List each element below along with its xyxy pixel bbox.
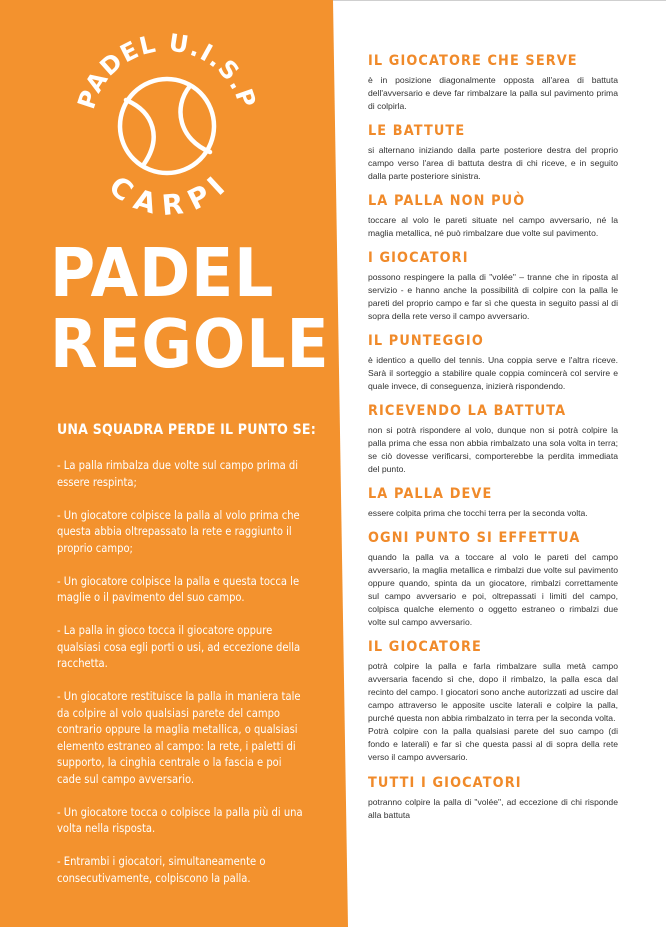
title-padel: PADEL <box>50 234 275 312</box>
section-ogni-punto <box>368 529 618 629</box>
section-giocatori <box>368 249 618 323</box>
list-item: - Un giocatore tocca o colpisce la palla più di una volta nella risposta. <box>57 805 303 835</box>
section-heading: OGNI PUNTO SI EFFETTUA <box>368 530 581 546</box>
list-item: - Un giocatore colpisce la palla e questa tocca le maglie o il pavimento del suo campo. <box>57 574 300 604</box>
section-text: potranno colpire la palla di "volée", ad eccezione di chi risponde alla battuta <box>368 797 618 820</box>
section-heading: I GIOCATORI <box>368 250 469 266</box>
section-palla-deve <box>368 485 618 520</box>
section-punteggio <box>368 332 618 393</box>
section-text: essere colpita prima che tocchi terra per la seconda volta. <box>368 508 588 518</box>
section-text: non si potrà rispondere al volo, dunque non si potrà colpire la palla prima che essa non abbia rimbalzato una sola volta in terra; se ciò dovesse verificarsi, comporterebbe la perdita immediata del punto. <box>368 425 618 474</box>
section-heading: IL GIOCATORE CHE SERVE <box>368 53 578 69</box>
section-heading: LA PALLA NON PUÒ <box>368 193 526 209</box>
section-text: è in posizione diagonalmente opposta all'area di battuta dell'avversario e deve far rimbalzare la palla sul pavimento prima di colpirla. <box>368 75 618 111</box>
section-giocatore-che-serve <box>368 52 618 113</box>
svg-text:CARPI <box>103 169 233 218</box>
section-heading: LE BATTUTE <box>368 123 466 139</box>
logo-top-text: PADEL U.I.S.P <box>72 28 262 113</box>
section-text: è identico a quello del tennis. Una coppia serve e l'altra riceve. Sarà il sorteggio a stabilire quale coppia comincerà col servire e quale invece, di conseguenza, inizierà rispondendo. <box>368 355 618 391</box>
section-heading: IL PUNTEGGIO <box>368 333 484 349</box>
section-heading: TUTTI I GIOCATORI <box>368 775 522 791</box>
tennis-ball-icon <box>72 28 262 218</box>
section-heading: RICEVENDO LA BATTUTA <box>368 403 567 419</box>
logo-bottom-text: CARPI <box>102 169 233 218</box>
section-battute <box>368 122 618 183</box>
svg-text:PADEL U.I.S.P <box>72 29 262 113</box>
section-text: possono respingere la palla di "volée" – tranne che in riposta al servizio - e hanno anche la possibilità di colpire con la palla le pareti del proprio campo e far sì che questa in seguito passi al di sopra della rete verso il campo avversario. <box>368 272 618 321</box>
section-text: toccare al volo le pareti situate nel campo avversario, né la maglia metallica, né può rimbalzare due volte sul pavimento. <box>368 215 618 238</box>
logo <box>72 28 262 218</box>
section-tutti-giocatori <box>368 774 618 822</box>
lose-point-list <box>57 458 307 904</box>
left-heading: UNA SQUADRA PERDE IL PUNTO SE: <box>57 422 316 438</box>
section-il-giocatore <box>368 638 618 764</box>
section-ricevendo-battuta <box>368 402 618 476</box>
section-text-2: Potrà colpire con la palla qualsiasi parete del suo campo (di fondo e laterali) e far sì che questa passi al di sopra della rete verso il campo avversario. <box>368 726 618 762</box>
section-heading: LA PALLA DEVE <box>368 486 493 502</box>
list-item: - La palla in gioco tocca il giocatore oppure qualsiasi cosa egli porti o usi, ad eccezione della racchetta. <box>57 624 301 670</box>
section-text: quando la palla va a toccare al volo le pareti del campo avversario, la maglia metallica e rimbalzi due volte sul pavimento oppure quando, spinta da un giocatore, rimbalzi correttamente sul campo avversario e poi, oltrepassati i limiti del campo, colpisca qualche elemento o oggetto estraneo o rimbalzi due volte sul campo avversario. <box>368 552 618 627</box>
section-text: si alternano iniziando dalla parte posteriore destra del proprio campo verso l'area di battuta destra di chi riceve, e in seguito dalla parte posteriore sinistra. <box>368 145 618 181</box>
rules-column <box>368 52 618 831</box>
list-item: - Entrambi i giocatori, simultaneamente o consecutivamente, colpiscono la palla. <box>57 855 266 885</box>
list-item: - Un giocatore colpisce la palla al volo prima che questa abbia oltrepassato la rete e raggiunto il proprio campo; <box>57 508 300 555</box>
title-regole: REGOLE <box>50 305 330 383</box>
list-item: - La palla rimbalza due volte sul campo prima di essere respinta; <box>57 459 298 489</box>
list-item: - Un giocatore restituisce la palla in maniera tale da colpire al volo qualsiasi parete del campo contrario oppure la maglia metallica, o qualsiasi elemento estraneo al campo: la rete, i paletti di supporto, la cinghia centrale o la fascia e poi cade sul campo avversario. <box>57 690 301 786</box>
section-text: potrà colpire la palla e farla rimbalzare sulla metà campo avversaria facendo sì che, dopo il rimbalzo, la palla esca dal recinto del campo. I giocatori sono anche autorizzati ad uscire dal campo attraverso le apposite uscite laterali e colpire la palla, purché questa non abbia rimbalzato in terra per la seconda volta. <box>368 661 618 723</box>
section-palla-non-puo <box>368 192 618 240</box>
section-heading: IL GIOCATORE <box>368 639 482 655</box>
